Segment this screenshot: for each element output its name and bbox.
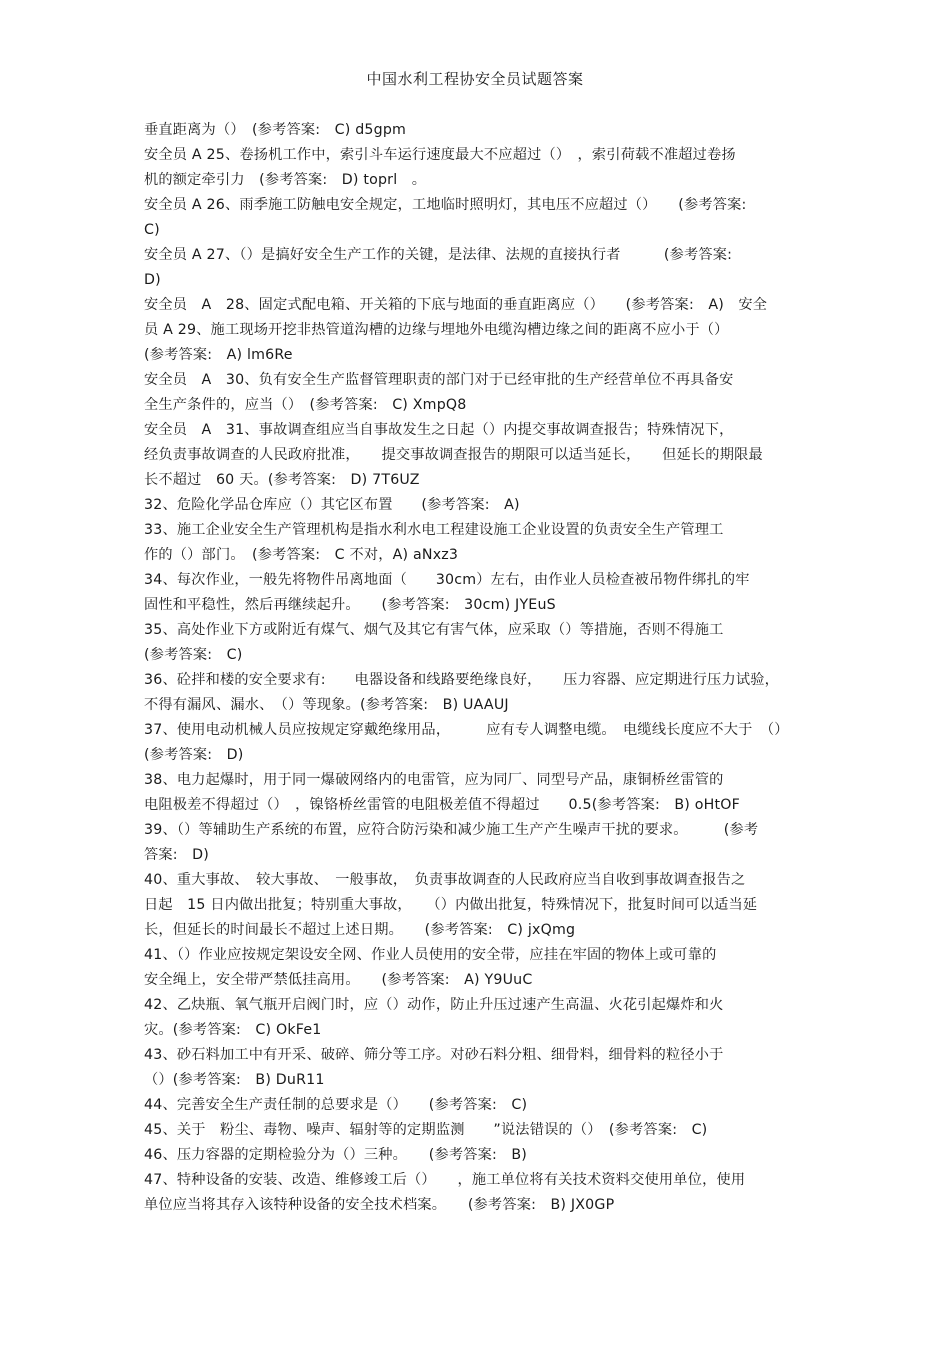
text-line: 垂直距离为（） (参考答案: C) d5gpm	[144, 122, 407, 138]
text-line: 电阻极差不得超过（） ，镍铬桥丝雷管的电阻极差值不得超过 0.5(参考答案: B) oHtOF	[144, 797, 740, 813]
text-line: 45、关于 粉尘、毒物、噪声、辐射等的定期监测 ”说法错误的（） (参考答案: C)	[144, 1122, 708, 1138]
text-line: 经负责事故调查的人民政府批准， 提交事故调查报告的期限可以适当延长， 但延长的期限最	[144, 447, 763, 463]
text-line: 35、高处作业下方或附近有煤气、烟气及其它有害气体，应采取（）等措施，否则不得施工	[144, 622, 724, 638]
text-line: 安全员 A 31、事故调查组应当自事故发生之日起（）内提交事故调查报告；特殊情况下，	[144, 422, 734, 438]
text-line: 灾。(参考答案: C) OkFe1	[144, 1022, 322, 1038]
text-line: 47、特种设备的安装、改造、维修竣工后（） ，施工单位将有关技术资料交使用单位，使用	[144, 1172, 746, 1188]
text-line: 34、每次作业，一般先将物件吊离地面（ 30cm）左右，由作业人员检查被吊物件绑扎的牢	[144, 572, 750, 588]
question-24	[144, 118, 809, 143]
text-line: 答案: D)	[144, 847, 210, 863]
text-line: 38、电力起爆时，用于同一爆破网络内的电雷管，应为同厂、同型号产品，康铜桥丝雷管的	[144, 772, 724, 788]
text-line: (参考答案: D)	[144, 747, 244, 763]
text-line: 40、重大事故、 较大事故、 一般事故， 负责事故调查的人民政府应当自收到事故调查报告之	[144, 872, 746, 888]
text-line: 不得有漏风、漏水、 （）等现象。(参考答案: B) UAAUJ	[144, 697, 509, 713]
question-32	[144, 493, 809, 518]
text-line: 安全员 A 30、负有安全生产监督管理职责的部门对于已经审批的生产经营单位不再具备安	[144, 372, 734, 388]
text-line: 42、乙炔瓶、氧气瓶开启阀门时，应（）动作，防止升压过速产生高温、火花引起爆炸和火	[144, 997, 724, 1013]
question-42	[144, 993, 809, 1043]
text-line: 41、（）作业应按规定架设安全网、作业人员使用的安全带，应挂在牢固的物体上或可靠的	[144, 947, 717, 963]
question-26	[144, 193, 809, 243]
text-line: 33、施工企业安全生产管理机构是指水利水电工程建设施工企业设置的负责安全生产管理工	[144, 522, 724, 538]
text-line: 固性和平稳性，然后再继续起升。 (参考答案: 30cm) JYEuS	[144, 597, 556, 613]
question-38	[144, 768, 809, 818]
question-31	[144, 418, 809, 493]
text-line: 39、（）等辅助生产系统的布置，应符合防污染和减少施工生产产生噪声干扰的要求。 (参考	[144, 822, 759, 838]
text-line: 全生产条件的，应当（） (参考答案: C) XmpQ8	[144, 397, 467, 413]
text-line: 长，但延长的时间最长不超过上述日期。 (参考答案: C) jxQmg	[144, 922, 576, 938]
text-line: 安全员 A 27、（）是搞好安全生产工作的关键，是法律、法规的直接执行者 (参考答案:	[144, 247, 733, 263]
text-line: 机的额定牵引力 (参考答案: D) toprl 。	[144, 172, 427, 188]
question-34	[144, 568, 809, 618]
text-line: D)	[144, 272, 161, 288]
text-line: 作的（）部门。 (参考答案: C 不对，A) aNxz3	[144, 547, 459, 563]
text-line: (参考答案: A) lm6Re	[144, 347, 293, 363]
text-line: 长不超过 60 天。(参考答案: D) 7T6UZ	[144, 472, 420, 488]
question-45	[144, 1118, 809, 1143]
text-line: （）(参考答案: B) DuR11	[144, 1072, 325, 1088]
question-46	[144, 1143, 809, 1168]
question-37	[144, 718, 809, 768]
question-36	[144, 668, 809, 718]
question-25	[144, 143, 809, 193]
text-line: 安全员 A 26、雨季施工防触电安全规定，工地临时照明灯，其电压不应超过（） (参考答案:	[144, 197, 747, 213]
text-line: 36、砼拌和楼的安全要求有: 电器设备和线路要绝缘良好， 压力容器、应定期进行压力试验，	[144, 672, 779, 688]
question-39	[144, 818, 809, 868]
question-43	[144, 1043, 809, 1093]
text-line: 32、危险化学品仓库应（）其它区布置 (参考答案: A)	[144, 497, 520, 513]
question-33	[144, 518, 809, 568]
question-40	[144, 868, 809, 943]
question-47	[144, 1168, 809, 1218]
document-body	[144, 118, 809, 1218]
text-line: 单位应当将其存入该特种设备的安全技术档案。 (参考答案: B) JX0GP	[144, 1197, 615, 1213]
page-title: 中国水利工程协安全员试题答案	[366, 70, 584, 88]
question-41	[144, 943, 809, 993]
text-line: (参考答案: C)	[144, 647, 243, 663]
text-line: 43、砂石料加工中有开采、破碎、筛分等工序。对砂石料分粗、细骨料，细骨料的粒径小于	[144, 1047, 724, 1063]
text-line: C)	[144, 222, 160, 238]
text-line: 44、完善安全生产责任制的总要求是（） (参考答案: C)	[144, 1097, 528, 1113]
question-28-29	[144, 293, 809, 368]
text-line: 安全绳上，安全带严禁低挂高用。 (参考答案: A) Y9UuC	[144, 972, 533, 988]
text-line: 安全员 A 28、固定式配电箱、开关箱的下底与地面的垂直距离应（） (参考答案: A) 安全	[144, 297, 768, 313]
question-44	[144, 1093, 809, 1118]
text-line: 日起 15 日内做出批复；特别重大事故， （）内做出批复，特殊情况下，批复时间可以适当延	[144, 897, 758, 913]
text-line: 37、使用电动机械人员应按规定穿戴绝缘用品， 应有专人调整电缆。 电缆线长度应不大于 （）	[144, 722, 789, 738]
question-30	[144, 368, 809, 418]
question-27	[144, 243, 809, 293]
text-line: 46、压力容器的定期检验分为（）三种。 (参考答案: B)	[144, 1147, 528, 1163]
question-35	[144, 618, 809, 668]
text-line: 安全员 A 25、卷扬机工作中，索引斗车运行速度最大不应超过（） ，索引荷载不准超过卷扬	[144, 147, 736, 163]
text-line: 员 A 29、施工现场开挖非热管道沟槽的边缘与埋地外电缆沟槽边缘之间的距离不应小于（）	[144, 322, 729, 338]
